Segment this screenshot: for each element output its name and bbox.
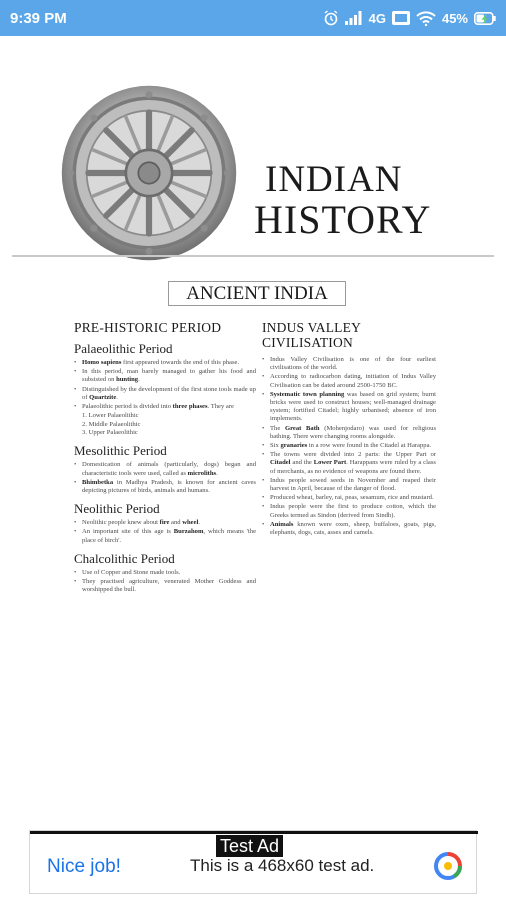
header-divider (12, 255, 494, 257)
test-ad-label: Test Ad (216, 835, 283, 857)
signal-icon (345, 11, 363, 25)
list-item: • Domestication of animals (particularly, dogs) began and characteristic tools were used, called as microliths. (74, 461, 256, 477)
list-item: • Palaeolithic period is divided into three phases. They are (74, 403, 256, 411)
list-item: • Bhimbetka in Madhya Pradesh, is known for ancient caves depicting pictures of birds, animals and humans. (74, 479, 256, 495)
ad-logo-icon[interactable] (432, 850, 464, 882)
phase-list (74, 412, 256, 437)
period-title: Mesolithic Period (74, 443, 167, 459)
section-title: ANCIENT INDIA (168, 281, 346, 306)
pre-historic-column (74, 320, 256, 595)
list-item: • In this period, man barely managed to gather his food and subsisted on hunting. (74, 368, 256, 384)
volte-icon (392, 11, 410, 25)
list-item: • Indus people were the first to produce cotton, which the Greeks termed as Sindon (derived from Sindh). (262, 503, 436, 519)
list-item: 1. Lower Palaeolithic (82, 412, 139, 420)
list-item: • Animals known were oxen, sheep, buffaloes, goats, pigs, elephants, dogs, cats, asses and camels. (262, 521, 436, 537)
bullet-list (262, 356, 436, 537)
list-item: • Indus people sowed seeds in November and reaped their harvest in April, because of the danger of flood. (262, 477, 436, 493)
status-bar (0, 0, 506, 36)
period-title: Palaeolithic Period (74, 341, 173, 356)
bullet-list (74, 461, 256, 495)
status-icons (323, 10, 496, 26)
list-item: • The Great Bath (Mohenjodaro) was used for religious bathing. There were changing rooms alongside. (262, 425, 436, 441)
ad-top-border (30, 831, 478, 834)
list-item: • Distinguished by the development of the first stone tools made up of Quartzite. (74, 386, 256, 402)
list-item: 3. Upper Palaeolithic (82, 429, 138, 437)
ad-text: This is a 468x60 test ad. (190, 856, 375, 875)
wifi-icon (416, 11, 436, 26)
period-title: Chalcolithic Period (74, 550, 175, 566)
list-item: • The towns were divided into 2 parts: the Upper Part or Citadel and the Lower Part. Harappans were ruled by a class of merchants, as no evidence of weapons are found there. (262, 451, 436, 476)
indus-valley-column (262, 320, 436, 538)
column-heading-line2: CIVILISATION (262, 335, 353, 350)
bullet-list (74, 519, 256, 545)
ad-banner[interactable] (29, 830, 477, 894)
column-heading-line1: INDUS VALLEY (262, 320, 362, 335)
bullet-list (74, 359, 256, 411)
alarm-icon (323, 10, 339, 26)
status-time: 9:39 PM (10, 9, 67, 27)
list-item: 2. Middle Palaeolithic (82, 420, 141, 428)
network-type: 4G (368, 10, 386, 26)
list-item: • Produced wheat, barley, rai, peas, sesamum, rice and mustard. (262, 494, 436, 502)
list-item: • Six granaries in a row were found in the Citadel at Harappa. (262, 442, 436, 450)
column-heading: PRE-HISTORIC PERIOD (74, 320, 222, 335)
list-item: • Use of Copper and Stone made tools. (74, 569, 256, 577)
list-item: • They practised agriculture, venerated Mother Goddess and worshipped the bull. (74, 578, 256, 594)
page-content[interactable] (0, 36, 506, 826)
ad-nice-job-link[interactable]: Nice job! (47, 856, 121, 877)
app-title-line2: HISTORY (254, 197, 432, 242)
list-item: • An important site of this age is Burzahom, which means 'the place of birch'. (74, 528, 256, 544)
bullet-list (74, 569, 256, 595)
battery-percent: 45% (441, 10, 468, 26)
list-item: • Indus Valley Civilisation is one of the four earliest civilisations of the world. (262, 356, 436, 372)
chakra-wheel-logo (60, 84, 238, 262)
header (0, 36, 506, 258)
list-item: • Neolithic people knew about fire and wheel. (74, 519, 256, 527)
list-item: • Homo sapiens first appeared towards the end of this phase. (74, 359, 256, 367)
app-title-line1: INDIAN (265, 159, 403, 200)
period-title: Neolithic Period (74, 501, 160, 517)
list-item: • Systematic town planning was based on grid system; burnt bricks were used to construct houses; well-managed drainage system; fortified Citadel; highly urbanised; absence of iron implements. (262, 391, 436, 424)
battery-icon (474, 12, 496, 25)
list-item: • According to radiocarbon dating, initiation of Indus Valley Civilisation can be dated around 2500-1750 BC. (262, 373, 436, 389)
